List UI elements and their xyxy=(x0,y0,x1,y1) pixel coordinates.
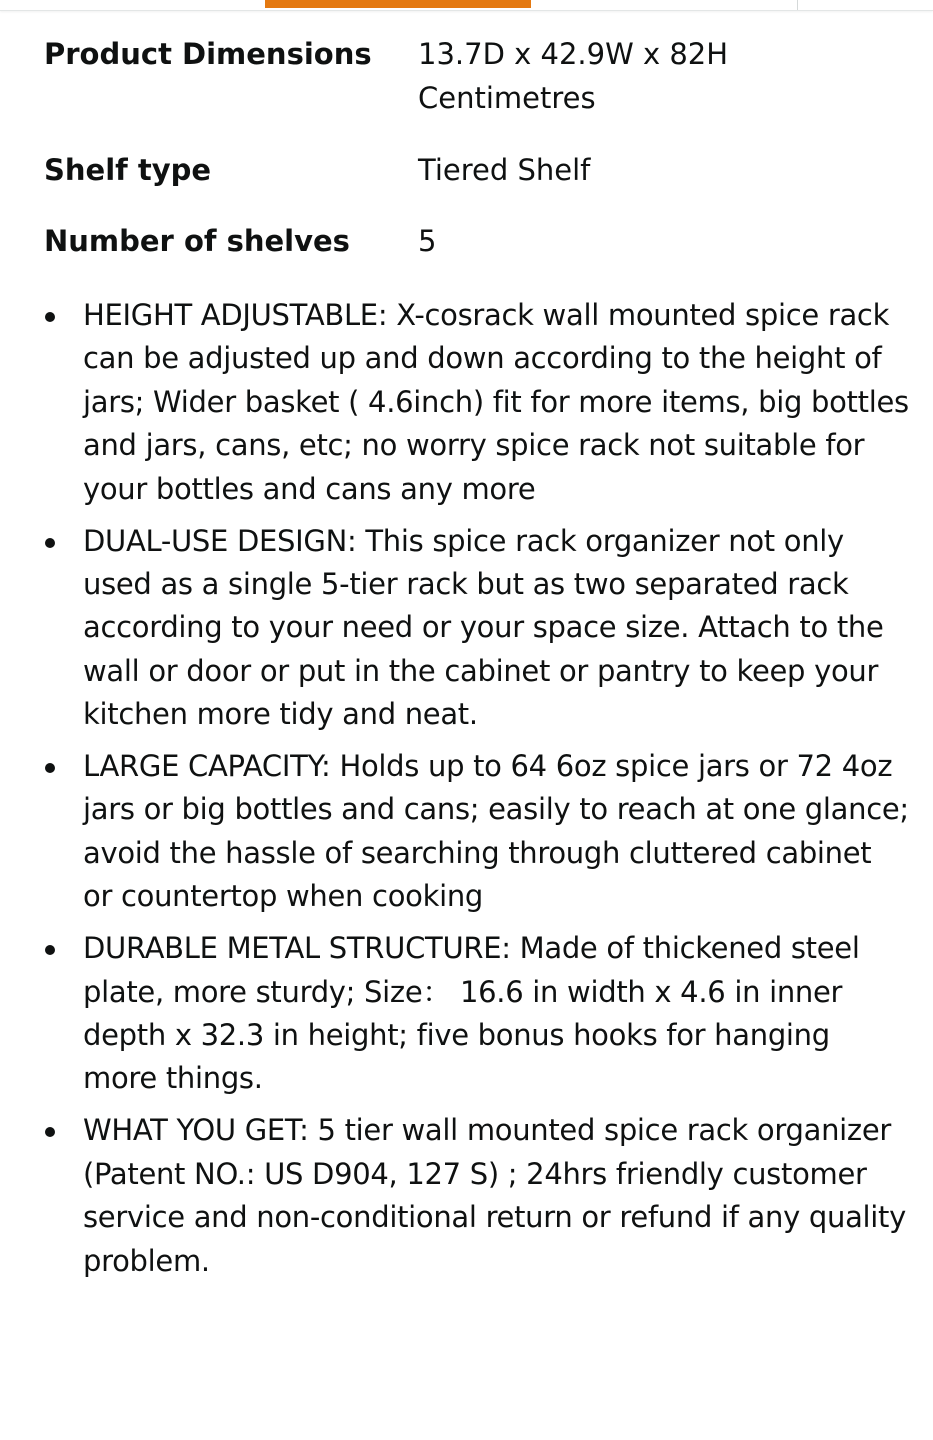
feature-bullet-list xyxy=(0,294,933,1291)
spec-value: Tiered Shelf xyxy=(418,153,591,187)
spec-value: 13.7D x 42.9W x 82H Centimetres xyxy=(418,37,729,115)
feature-bullet xyxy=(0,927,933,1101)
spec-row-number-of-shelves xyxy=(44,219,914,279)
spec-label: Shelf type xyxy=(44,153,212,187)
spec-label: Product Dimensions xyxy=(44,37,372,71)
spec-label: Number of shelves xyxy=(44,224,350,258)
feature-bullet-text: HEIGHT ADJUSTABLE: X-cosrack wall mounted spice rack can be adjusted up and down according to the height of jars; Wider basket ( 4.6inch) fit for more items, big bottles and jars, cans, etc; no worry spice rack not suitable for your bottles and cans any more xyxy=(83,298,909,506)
bullet-dot-icon xyxy=(45,312,55,322)
feature-bullet xyxy=(0,1109,933,1283)
bullet-dot-icon xyxy=(45,1127,55,1137)
feature-bullet xyxy=(0,745,933,919)
spec-value: 5 xyxy=(418,224,437,258)
feature-bullet-text: LARGE CAPACITY: Holds up to 64 6oz spice jars or 72 4oz jars or big bottles and cans; easily to reach at one glance; avoid the hassle of searching through cluttered cabinet or countertop when cooking xyxy=(83,749,909,914)
bullet-dot-icon xyxy=(45,763,55,773)
feature-bullet-text: DURABLE METAL STRUCTURE: Made of thickened steel plate, more sturdy; Size： 16.6 in width x 4.6 in inner depth x 32.3 in height; five bonus hooks for hanging more things. xyxy=(83,931,860,1096)
tab-divider xyxy=(797,0,798,10)
feature-bullet xyxy=(0,520,933,737)
feature-bullet-text: WHAT YOU GET: 5 tier wall mounted spice rack organizer (Patent NO.: US D904, 127 S) ; 24hrs friendly customer service and non-conditional return or refund if any quality problem. xyxy=(83,1113,906,1278)
spec-row-shelf-type xyxy=(44,148,914,219)
feature-bullet-text: DUAL-USE DESIGN: This spice rack organizer not only used as a single 5-tier rack but as two separated rack according to your need or your space size. Attach to the wall or door or put in the cabinet or pantry to keep your kitchen more tidy and neat. xyxy=(83,523,884,732)
product-specs-table xyxy=(44,32,914,279)
spec-row-product-dimensions xyxy=(44,32,914,148)
bullet-dot-icon xyxy=(45,945,55,955)
active-tab-indicator[interactable] xyxy=(265,0,531,8)
feature-bullet xyxy=(0,294,933,511)
tab-bar xyxy=(0,0,933,11)
bullet-dot-icon xyxy=(45,538,55,548)
